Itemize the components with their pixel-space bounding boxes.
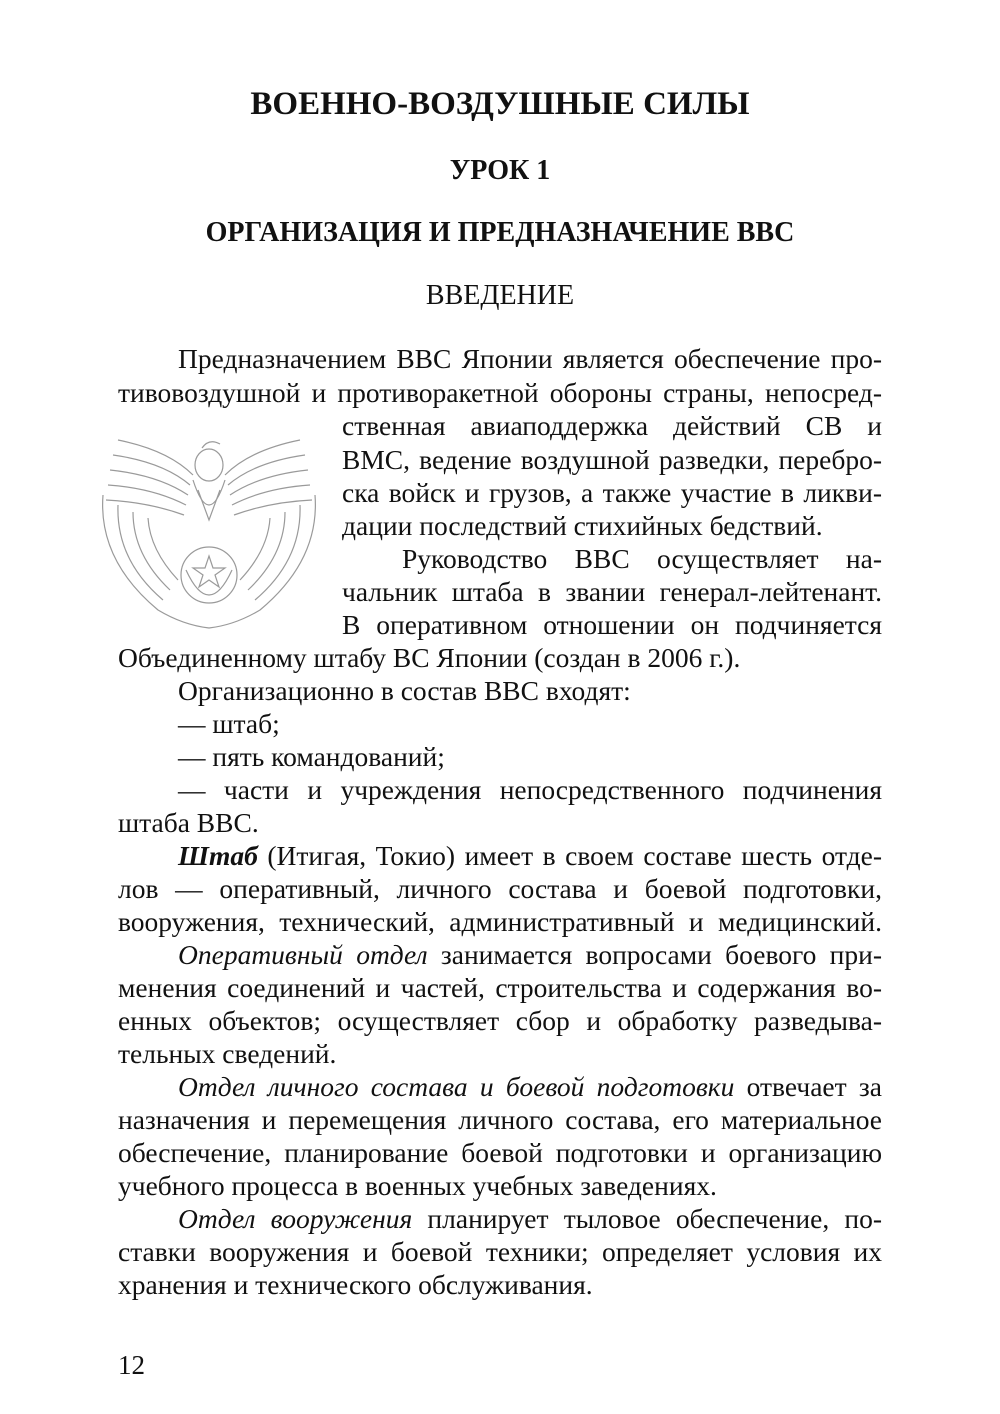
term-personnel-dept: Отдел личного состава и боевой подготовки — [178, 1071, 735, 1102]
topic-title: ОРГАНИЗАЦИЯ И ПРЕДНАЗНАЧЕНИЕ ВВС — [205, 217, 795, 248]
term-armament-dept: Отдел вооружения — [178, 1203, 413, 1234]
text-line: обеспечение, планирование боевой подготовки и организацию — [118, 1137, 882, 1168]
text-line: Предназначением ВВС Японии является обеспечение про- — [178, 343, 882, 374]
text-fragment: (Итигая, Токио) имеет в своем составе шесть отде- — [257, 840, 882, 871]
text-line: ВМС, ведение воздушной разведки, перебро- — [342, 444, 882, 475]
list-item: — пять командований; — [178, 741, 445, 772]
text-line: Объединенному штабу ВС Японии (создан в 2006 г.). — [118, 642, 741, 673]
list-item: — части и учреждения непосредственного подчинения — [178, 774, 882, 805]
text-line: тивовоздушной и противоракетной обороны страны, непосред- — [118, 377, 882, 408]
text-line: тельных сведений. — [118, 1038, 337, 1069]
text-fragment: отвечает за — [734, 1071, 882, 1102]
text-line: менения соединений и частей, строительства и содержания во- — [118, 972, 882, 1003]
text-fragment: занимается вопросами боевого при- — [427, 939, 883, 970]
term-operations-dept: Оперативный отдел — [178, 939, 428, 970]
page-number: 12 — [118, 1350, 145, 1380]
text-line: В оперативном отношении он подчиняется — [342, 609, 882, 640]
section-title: ВОЕННО-ВОЗДУШНЫЕ СИЛЫ — [250, 86, 750, 122]
list-item: — штаб; — [178, 708, 280, 739]
text-line — [178, 1202, 882, 1235]
intro-heading: ВВЕДЕНИЕ — [425, 280, 575, 311]
text-line: ственная авиаподдержка действий СВ и — [342, 410, 882, 441]
text-line — [178, 839, 882, 872]
text-line: хранения и технического обслуживания. — [118, 1269, 593, 1300]
text-line: лов — оперативный, личного состава и боевой подготовки, — [118, 873, 882, 904]
text-fragment: планирует тыловое обеспечение, по- — [412, 1203, 882, 1234]
text-line: учебного процесса в военных учебных заведениях. — [118, 1170, 717, 1201]
text-line: енных объектов; осуществляет сбор и обработку разведыва- — [118, 1005, 882, 1036]
text-line: Организационно в состав ВВС входят: — [178, 675, 631, 706]
lesson-title: УРОК 1 — [449, 155, 551, 186]
text-line: назначения и перемещения личного состава, его материальное — [118, 1104, 882, 1135]
text-line — [178, 1070, 882, 1103]
text-line — [178, 938, 882, 971]
text-line: чальник штаба в звании генерал-лейтенант. — [342, 576, 882, 607]
text-line: вооружения, технический, административный и медицинский. — [118, 906, 882, 937]
text-line: штаба ВВС. — [118, 807, 259, 838]
air-force-emblem-icon — [98, 420, 320, 632]
term-headquarters: Штаб — [178, 840, 258, 871]
text-line: Руководство ВВС осуществляет на- — [402, 543, 882, 574]
text-line: ска войск и грузов, а также участие в ликви- — [342, 477, 882, 508]
text-line: дации последствий стихийных бедствий. — [342, 510, 823, 541]
text-line: ставки вооружения и боевой техники; определяет условия их — [118, 1236, 882, 1267]
